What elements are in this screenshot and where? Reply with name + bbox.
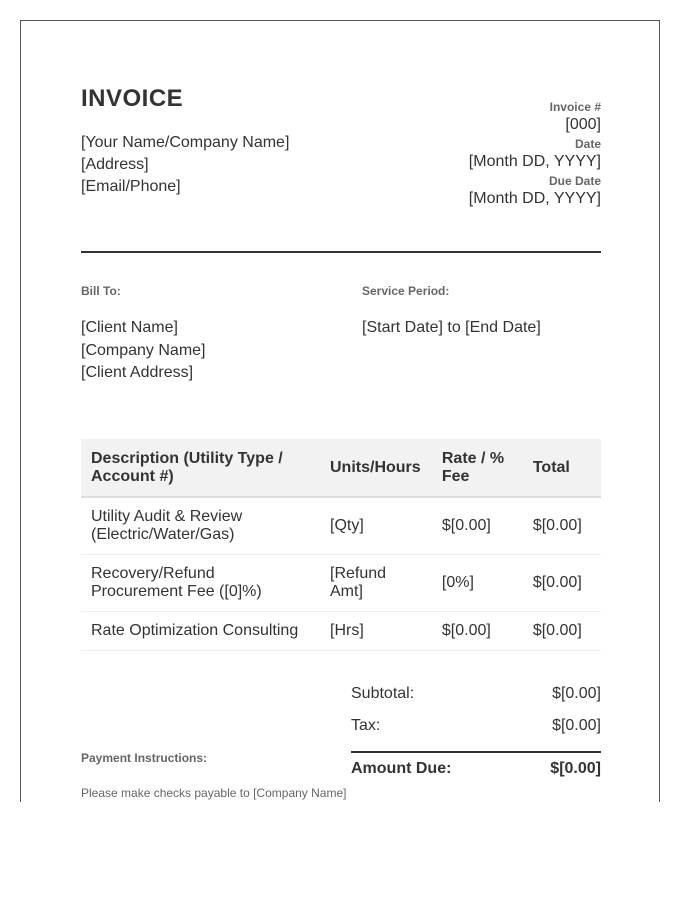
- sender-contact: [Email/Phone]: [81, 178, 181, 195]
- row-description: Utility Audit & Review (Electric/Water/Gas): [81, 497, 320, 555]
- totals-section: [351, 685, 601, 783]
- subtotal-label: Subtotal:: [351, 685, 415, 702]
- subtotal-value: $[0.00]: [552, 685, 601, 702]
- client-company-name: [Company Name]: [81, 341, 206, 359]
- table-row: [81, 555, 601, 612]
- table-header-row: [81, 439, 601, 497]
- bill-to-section: [81, 284, 341, 385]
- row-rate: [0%]: [432, 555, 523, 612]
- tax-value: $[0.00]: [552, 717, 601, 734]
- table-row: [81, 612, 601, 651]
- due-date-label: Due Date: [548, 174, 601, 188]
- table-row: [81, 497, 601, 555]
- header-divider: [81, 251, 601, 253]
- invoice-title: INVOICE: [81, 85, 184, 112]
- invoice-meta: [469, 98, 601, 209]
- amount-due-row: [351, 751, 601, 783]
- subtotal-row: [351, 685, 601, 717]
- amount-due-label: Amount Due:: [351, 760, 452, 777]
- sender-name: [Your Name/Company Name]: [81, 134, 290, 151]
- invoice-date-label: Date: [574, 137, 601, 151]
- row-units: [Refund Amt]: [320, 555, 432, 612]
- client-name: [Client Name]: [81, 319, 178, 336]
- row-description: Recovery/Refund Procurement Fee ([0]%): [81, 555, 320, 612]
- header-description: Description (Utility Type / Account #): [81, 439, 320, 497]
- bill-to-label: Bill To:: [81, 284, 121, 298]
- client-address: [Client Address]: [81, 364, 194, 381]
- payment-note: Please make checks payable to [Company Name]: [81, 786, 347, 800]
- service-period-value: [Start Date] to [End Date]: [362, 319, 541, 336]
- row-total: $[0.00]: [523, 555, 601, 612]
- invoice-number-label: Invoice #: [549, 100, 601, 114]
- row-units: [Hrs]: [320, 612, 432, 651]
- tax-row: [351, 717, 601, 749]
- invoice-number: [000]: [565, 116, 601, 133]
- amount-due-value: $[0.00]: [550, 760, 601, 777]
- row-rate: $[0.00]: [432, 612, 523, 651]
- sender-info: [81, 132, 289, 198]
- row-rate: $[0.00]: [432, 497, 523, 555]
- row-units: [Qty]: [320, 497, 432, 555]
- invoice-page: [20, 20, 660, 802]
- row-total: $[0.00]: [523, 612, 601, 651]
- header-rate: Rate / % Fee: [432, 439, 523, 497]
- row-description: Rate Optimization Consulting: [81, 612, 320, 651]
- service-period-section: [362, 284, 602, 339]
- payment-instructions-label: Payment Instructions:: [81, 751, 208, 765]
- header-total: Total: [523, 439, 601, 497]
- tax-label: Tax:: [351, 717, 381, 734]
- row-total: $[0.00]: [523, 497, 601, 555]
- due-date: [Month DD, YYYY]: [468, 190, 601, 207]
- payment-section: [81, 751, 381, 800]
- header-units: Units/Hours: [320, 439, 432, 497]
- sender-address: [Address]: [81, 156, 149, 173]
- invoice-date: [Month DD, YYYY]: [468, 153, 601, 170]
- service-period-label: Service Period:: [362, 284, 450, 298]
- line-items-table: [81, 439, 601, 651]
